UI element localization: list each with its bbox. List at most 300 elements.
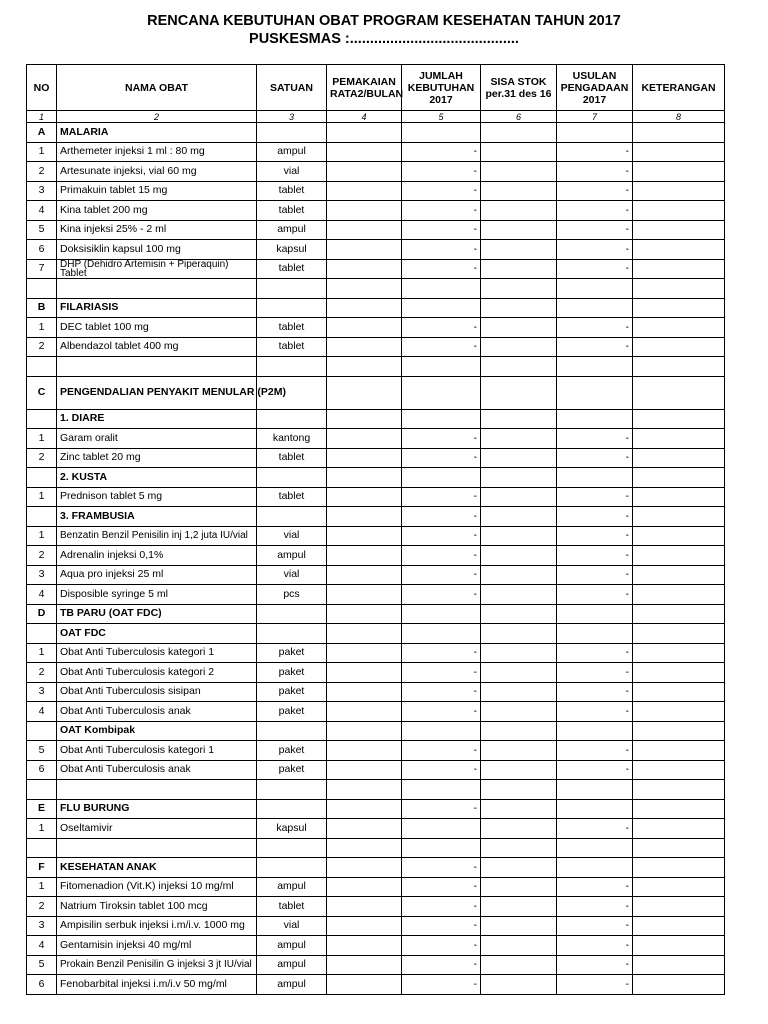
cell-sisa-stok bbox=[481, 259, 557, 279]
cell-sisa-stok bbox=[481, 162, 557, 182]
cell-jumlah-kebutuhan: - bbox=[402, 546, 481, 566]
cell-pemakaian bbox=[327, 955, 402, 975]
cell-satuan bbox=[257, 409, 327, 429]
cell-keterangan bbox=[633, 259, 725, 279]
cell-nama-obat: 2. KUSTA bbox=[57, 468, 257, 488]
cell-satuan: tablet bbox=[257, 181, 327, 201]
cell-satuan: paket bbox=[257, 682, 327, 702]
drug-requirement-table bbox=[26, 64, 725, 995]
cell-pemakaian bbox=[327, 181, 402, 201]
cell-usulan-pengadaan: - bbox=[557, 259, 633, 279]
table-row bbox=[27, 337, 725, 357]
cell-usulan-pengadaan: - bbox=[557, 760, 633, 780]
section-row bbox=[27, 123, 725, 143]
cell-jumlah-kebutuhan: - bbox=[402, 663, 481, 683]
table-row bbox=[27, 259, 725, 279]
cell-pemakaian bbox=[327, 780, 402, 800]
cell-satuan bbox=[257, 721, 327, 741]
table-row bbox=[27, 916, 725, 936]
col-number: 1 bbox=[27, 111, 57, 123]
table-row bbox=[27, 240, 725, 260]
cell-keterangan bbox=[633, 181, 725, 201]
cell-satuan: paket bbox=[257, 760, 327, 780]
subsection-row bbox=[27, 721, 725, 741]
table-row bbox=[27, 448, 725, 468]
cell-jumlah-kebutuhan: - bbox=[402, 936, 481, 956]
cell-keterangan bbox=[633, 858, 725, 878]
cell-usulan-pengadaan bbox=[557, 799, 633, 819]
cell-nama-obat: Gentamisin injeksi 40 mg/ml bbox=[57, 936, 257, 956]
cell-pemakaian bbox=[327, 877, 402, 897]
cell-sisa-stok bbox=[481, 624, 557, 644]
cell-satuan bbox=[257, 357, 327, 377]
cell-usulan-pengadaan: - bbox=[557, 526, 633, 546]
cell-sisa-stok bbox=[481, 123, 557, 143]
cell-jumlah-kebutuhan: - bbox=[402, 240, 481, 260]
cell-jumlah-kebutuhan bbox=[402, 376, 481, 409]
cell-nama-obat: TB PARU (OAT FDC) bbox=[57, 604, 257, 624]
cell-sisa-stok bbox=[481, 721, 557, 741]
cell-nama-obat: Zinc tablet 20 mg bbox=[57, 448, 257, 468]
cell-no: F bbox=[27, 858, 57, 878]
cell-sisa-stok bbox=[481, 799, 557, 819]
table-row bbox=[27, 760, 725, 780]
table-row bbox=[27, 181, 725, 201]
cell-no: 5 bbox=[27, 741, 57, 761]
cell-satuan: paket bbox=[257, 702, 327, 722]
cell-sisa-stok bbox=[481, 201, 557, 221]
cell-no: 1 bbox=[27, 318, 57, 338]
cell-no: 2 bbox=[27, 663, 57, 683]
cell-jumlah-kebutuhan: - bbox=[402, 741, 481, 761]
cell-satuan bbox=[257, 624, 327, 644]
cell-keterangan bbox=[633, 897, 725, 917]
cell-usulan-pengadaan: - bbox=[557, 897, 633, 917]
cell-satuan: vial bbox=[257, 526, 327, 546]
col-header-satuan: SATUAN bbox=[257, 65, 327, 111]
cell-pemakaian bbox=[327, 337, 402, 357]
cell-nama-obat bbox=[57, 357, 257, 377]
cell-usulan-pengadaan bbox=[557, 376, 633, 409]
cell-jumlah-kebutuhan: - bbox=[402, 162, 481, 182]
cell-jumlah-kebutuhan bbox=[402, 357, 481, 377]
cell-pemakaian bbox=[327, 376, 402, 409]
cell-nama-obat bbox=[57, 955, 257, 975]
cell-sisa-stok bbox=[481, 975, 557, 995]
cell-usulan-pengadaan bbox=[557, 780, 633, 800]
cell-jumlah-kebutuhan: - bbox=[402, 643, 481, 663]
blank-row bbox=[27, 838, 725, 858]
cell-no: E bbox=[27, 799, 57, 819]
cell-sisa-stok bbox=[481, 357, 557, 377]
cell-pemakaian bbox=[327, 604, 402, 624]
cell-usulan-pengadaan: - bbox=[557, 240, 633, 260]
cell-usulan-pengadaan: - bbox=[557, 220, 633, 240]
cell-pemakaian bbox=[327, 858, 402, 878]
cell-pemakaian bbox=[327, 624, 402, 644]
cell-usulan-pengadaan: - bbox=[557, 181, 633, 201]
table-row bbox=[27, 526, 725, 546]
cell-usulan-pengadaan: - bbox=[557, 546, 633, 566]
cell-usulan-pengadaan bbox=[557, 838, 633, 858]
cell-usulan-pengadaan: - bbox=[557, 337, 633, 357]
cell-pemakaian bbox=[327, 123, 402, 143]
cell-no: C bbox=[27, 376, 57, 409]
cell-no: 2 bbox=[27, 546, 57, 566]
cell-sisa-stok bbox=[481, 279, 557, 299]
cell-usulan-pengadaan: - bbox=[557, 819, 633, 839]
cell-satuan: ampul bbox=[257, 142, 327, 162]
cell-satuan: ampul bbox=[257, 936, 327, 956]
cell-pemakaian bbox=[327, 298, 402, 318]
cell-pemakaian bbox=[327, 448, 402, 468]
section-row bbox=[27, 799, 725, 819]
cell-keterangan bbox=[633, 780, 725, 800]
cell-sisa-stok bbox=[481, 604, 557, 624]
cell-no: 2 bbox=[27, 337, 57, 357]
section-row bbox=[27, 604, 725, 624]
cell-usulan-pengadaan: - bbox=[557, 487, 633, 507]
cell-jumlah-kebutuhan: - bbox=[402, 760, 481, 780]
cell-sisa-stok bbox=[481, 936, 557, 956]
cell-usulan-pengadaan: - bbox=[557, 741, 633, 761]
table-row bbox=[27, 142, 725, 162]
cell-jumlah-kebutuhan bbox=[402, 838, 481, 858]
cell-sisa-stok bbox=[481, 409, 557, 429]
col-header-sisa-stok: SISA STOK per.31 des 16 bbox=[481, 65, 557, 111]
cell-satuan: paket bbox=[257, 663, 327, 683]
cell-keterangan bbox=[633, 682, 725, 702]
cell-nama-obat: Natrium Tiroksin tablet 100 mcg bbox=[57, 897, 257, 917]
cell-no: 1 bbox=[27, 526, 57, 546]
table-row bbox=[27, 318, 725, 338]
cell-nama-obat bbox=[57, 526, 257, 546]
cell-sisa-stok bbox=[481, 318, 557, 338]
cell-no: 2 bbox=[27, 448, 57, 468]
cell-satuan: kapsul bbox=[257, 819, 327, 839]
cell-sisa-stok bbox=[481, 741, 557, 761]
cell-sisa-stok bbox=[481, 897, 557, 917]
cell-sisa-stok bbox=[481, 142, 557, 162]
col-number: 5 bbox=[402, 111, 481, 123]
cell-usulan-pengadaan: - bbox=[557, 448, 633, 468]
table-row bbox=[27, 201, 725, 221]
cell-pemakaian bbox=[327, 318, 402, 338]
cell-jumlah-kebutuhan bbox=[402, 624, 481, 644]
cell-satuan bbox=[257, 298, 327, 318]
cell-no bbox=[27, 409, 57, 429]
cell-usulan-pengadaan bbox=[557, 468, 633, 488]
cell-keterangan bbox=[633, 357, 725, 377]
table-row bbox=[27, 565, 725, 585]
cell-keterangan bbox=[633, 760, 725, 780]
cell-jumlah-kebutuhan: - bbox=[402, 448, 481, 468]
cell-pemakaian bbox=[327, 799, 402, 819]
col-number: 2 bbox=[57, 111, 257, 123]
cell-usulan-pengadaan bbox=[557, 123, 633, 143]
cell-keterangan bbox=[633, 318, 725, 338]
drug-name-text: Prokain Benzil Penisilin G injeksi 3 jt IU/vial bbox=[60, 959, 252, 971]
cell-sisa-stok bbox=[481, 760, 557, 780]
table-row bbox=[27, 429, 725, 449]
cell-satuan bbox=[257, 838, 327, 858]
cell-keterangan bbox=[633, 799, 725, 819]
drug-name-text: Benzatin Benzil Penisilin inj 1,2 juta IU/vial bbox=[60, 530, 248, 542]
cell-satuan: ampul bbox=[257, 220, 327, 240]
table-row bbox=[27, 936, 725, 956]
section-row bbox=[27, 298, 725, 318]
cell-pemakaian bbox=[327, 507, 402, 527]
cell-sisa-stok bbox=[481, 663, 557, 683]
cell-nama-obat: Obat Anti Tuberculosis sisipan bbox=[57, 682, 257, 702]
cell-nama-obat: Oseltamivir bbox=[57, 819, 257, 839]
col-header-pemakaian: PEMAKAIAN RATA2/BULAN bbox=[327, 65, 402, 111]
cell-usulan-pengadaan bbox=[557, 357, 633, 377]
cell-no bbox=[27, 780, 57, 800]
cell-usulan-pengadaan bbox=[557, 409, 633, 429]
cell-no: 1 bbox=[27, 429, 57, 449]
cell-no bbox=[27, 624, 57, 644]
cell-nama-obat bbox=[57, 259, 257, 279]
cell-keterangan bbox=[633, 376, 725, 409]
cell-usulan-pengadaan bbox=[557, 624, 633, 644]
cell-keterangan bbox=[633, 429, 725, 449]
cell-keterangan bbox=[633, 819, 725, 839]
cell-no: 7 bbox=[27, 259, 57, 279]
cell-satuan: ampul bbox=[257, 877, 327, 897]
cell-jumlah-kebutuhan: - bbox=[402, 220, 481, 240]
cell-pemakaian bbox=[327, 487, 402, 507]
cell-jumlah-kebutuhan: - bbox=[402, 955, 481, 975]
col-number: 8 bbox=[633, 111, 725, 123]
cell-usulan-pengadaan: - bbox=[557, 916, 633, 936]
cell-no: 2 bbox=[27, 162, 57, 182]
section-row bbox=[27, 858, 725, 878]
cell-jumlah-kebutuhan: - bbox=[402, 318, 481, 338]
cell-sisa-stok bbox=[481, 955, 557, 975]
cell-satuan: tablet bbox=[257, 259, 327, 279]
cell-usulan-pengadaan bbox=[557, 298, 633, 318]
cell-keterangan bbox=[633, 585, 725, 605]
cell-pemakaian bbox=[327, 409, 402, 429]
cell-nama-obat: Primakuin tablet 15 mg bbox=[57, 181, 257, 201]
cell-pemakaian bbox=[327, 357, 402, 377]
cell-keterangan bbox=[633, 448, 725, 468]
table-row bbox=[27, 487, 725, 507]
cell-sisa-stok bbox=[481, 448, 557, 468]
cell-no: 1 bbox=[27, 142, 57, 162]
cell-no: 4 bbox=[27, 936, 57, 956]
page-subtitle: PUSKESMAS :.......................................... bbox=[249, 31, 519, 47]
cell-sisa-stok bbox=[481, 565, 557, 585]
cell-usulan-pengadaan: - bbox=[557, 201, 633, 221]
cell-keterangan bbox=[633, 663, 725, 683]
cell-sisa-stok bbox=[481, 877, 557, 897]
table-row bbox=[27, 897, 725, 917]
cell-no: 3 bbox=[27, 565, 57, 585]
cell-satuan: ampul bbox=[257, 546, 327, 566]
cell-nama-obat: PENGENDALIAN PENYAKIT MENULAR (P2M) bbox=[57, 376, 257, 409]
cell-satuan: paket bbox=[257, 643, 327, 663]
cell-jumlah-kebutuhan bbox=[402, 721, 481, 741]
cell-keterangan bbox=[633, 721, 725, 741]
subsection-row bbox=[27, 624, 725, 644]
cell-keterangan bbox=[633, 123, 725, 143]
cell-satuan: tablet bbox=[257, 897, 327, 917]
cell-satuan bbox=[257, 858, 327, 878]
cell-usulan-pengadaan: - bbox=[557, 142, 633, 162]
cell-usulan-pengadaan: - bbox=[557, 318, 633, 338]
cell-pemakaian bbox=[327, 975, 402, 995]
cell-nama-obat: Kina tablet 200 mg bbox=[57, 201, 257, 221]
table-row bbox=[27, 162, 725, 182]
cell-keterangan bbox=[633, 487, 725, 507]
cell-pemakaian bbox=[327, 702, 402, 722]
cell-nama-obat: OAT Kombipak bbox=[57, 721, 257, 741]
cell-satuan: pcs bbox=[257, 585, 327, 605]
cell-jumlah-kebutuhan bbox=[402, 409, 481, 429]
cell-pemakaian bbox=[327, 279, 402, 299]
cell-sisa-stok bbox=[481, 240, 557, 260]
cell-nama-obat: Fenobarbital injeksi i.m/i.v 50 mg/ml bbox=[57, 975, 257, 995]
col-number: 7 bbox=[557, 111, 633, 123]
cell-usulan-pengadaan: - bbox=[557, 565, 633, 585]
cell-jumlah-kebutuhan: - bbox=[402, 526, 481, 546]
cell-no: 4 bbox=[27, 201, 57, 221]
cell-usulan-pengadaan: - bbox=[557, 429, 633, 449]
cell-keterangan bbox=[633, 741, 725, 761]
cell-jumlah-kebutuhan bbox=[402, 123, 481, 143]
cell-jumlah-kebutuhan: - bbox=[402, 181, 481, 201]
cell-satuan: kapsul bbox=[257, 240, 327, 260]
cell-keterangan bbox=[633, 162, 725, 182]
drug-name-text: DHP (Dehidro Artemisin + Piperaquin) Tablet bbox=[60, 258, 229, 279]
table-row bbox=[27, 819, 725, 839]
header-row bbox=[27, 65, 725, 111]
cell-pemakaian bbox=[327, 643, 402, 663]
cell-sisa-stok bbox=[481, 181, 557, 201]
cell-keterangan bbox=[633, 702, 725, 722]
cell-usulan-pengadaan: - bbox=[557, 702, 633, 722]
cell-jumlah-kebutuhan: - bbox=[402, 487, 481, 507]
cell-pemakaian bbox=[327, 546, 402, 566]
cell-jumlah-kebutuhan bbox=[402, 279, 481, 299]
cell-sisa-stok bbox=[481, 858, 557, 878]
cell-satuan: kantong bbox=[257, 429, 327, 449]
cell-sisa-stok bbox=[481, 526, 557, 546]
cell-sisa-stok bbox=[481, 682, 557, 702]
cell-sisa-stok bbox=[481, 298, 557, 318]
cell-no: 5 bbox=[27, 220, 57, 240]
subsection-row bbox=[27, 409, 725, 429]
cell-nama-obat: Obat Anti Tuberculosis kategori 2 bbox=[57, 663, 257, 683]
cell-nama-obat bbox=[57, 838, 257, 858]
col-header-keterangan: KETERANGAN bbox=[633, 65, 725, 111]
cell-keterangan bbox=[633, 337, 725, 357]
cell-sisa-stok bbox=[481, 819, 557, 839]
cell-pemakaian bbox=[327, 916, 402, 936]
cell-usulan-pengadaan: - bbox=[557, 663, 633, 683]
cell-keterangan bbox=[633, 279, 725, 299]
cell-nama-obat: Garam oralit bbox=[57, 429, 257, 449]
cell-keterangan bbox=[633, 298, 725, 318]
cell-sisa-stok bbox=[481, 376, 557, 409]
cell-nama-obat: Aqua pro injeksi 25 ml bbox=[57, 565, 257, 585]
cell-sisa-stok bbox=[481, 702, 557, 722]
cell-keterangan bbox=[633, 916, 725, 936]
cell-satuan bbox=[257, 507, 327, 527]
cell-no: B bbox=[27, 298, 57, 318]
cell-keterangan bbox=[633, 409, 725, 429]
cell-nama-obat: MALARIA bbox=[57, 123, 257, 143]
cell-satuan: tablet bbox=[257, 448, 327, 468]
cell-keterangan bbox=[633, 468, 725, 488]
cell-keterangan bbox=[633, 955, 725, 975]
cell-nama-obat: Prednison tablet 5 mg bbox=[57, 487, 257, 507]
blank-row bbox=[27, 357, 725, 377]
cell-no: A bbox=[27, 123, 57, 143]
cell-sisa-stok bbox=[481, 468, 557, 488]
cell-no: 1 bbox=[27, 877, 57, 897]
cell-pemakaian bbox=[327, 819, 402, 839]
cell-satuan: tablet bbox=[257, 487, 327, 507]
cell-jumlah-kebutuhan bbox=[402, 819, 481, 839]
cell-satuan: vial bbox=[257, 565, 327, 585]
cell-usulan-pengadaan: - bbox=[557, 507, 633, 527]
cell-satuan bbox=[257, 799, 327, 819]
cell-sisa-stok bbox=[481, 429, 557, 449]
cell-no: 1 bbox=[27, 487, 57, 507]
cell-nama-obat: FILARIASIS bbox=[57, 298, 257, 318]
cell-pemakaian bbox=[327, 429, 402, 449]
subsection-row bbox=[27, 507, 725, 527]
cell-no: 2 bbox=[27, 897, 57, 917]
table-row bbox=[27, 975, 725, 995]
cell-jumlah-kebutuhan: - bbox=[402, 877, 481, 897]
cell-nama-obat: KESEHATAN ANAK bbox=[57, 858, 257, 878]
cell-keterangan bbox=[633, 240, 725, 260]
cell-nama-obat: 1. DIARE bbox=[57, 409, 257, 429]
cell-no bbox=[27, 838, 57, 858]
cell-jumlah-kebutuhan bbox=[402, 780, 481, 800]
cell-sisa-stok bbox=[481, 507, 557, 527]
blank-row bbox=[27, 279, 725, 299]
cell-pemakaian bbox=[327, 585, 402, 605]
table-row bbox=[27, 643, 725, 663]
cell-no bbox=[27, 279, 57, 299]
cell-nama-obat: Doksisiklin kapsul 100 mg bbox=[57, 240, 257, 260]
table-row bbox=[27, 877, 725, 897]
cell-jumlah-kebutuhan: - bbox=[402, 975, 481, 995]
cell-pemakaian bbox=[327, 760, 402, 780]
cell-pemakaian bbox=[327, 259, 402, 279]
cell-no bbox=[27, 468, 57, 488]
cell-usulan-pengadaan: - bbox=[557, 975, 633, 995]
cell-keterangan bbox=[633, 838, 725, 858]
cell-pemakaian bbox=[327, 721, 402, 741]
cell-sisa-stok bbox=[481, 546, 557, 566]
cell-sisa-stok bbox=[481, 220, 557, 240]
cell-usulan-pengadaan bbox=[557, 721, 633, 741]
table-row bbox=[27, 955, 725, 975]
cell-keterangan bbox=[633, 936, 725, 956]
cell-usulan-pengadaan bbox=[557, 604, 633, 624]
cell-no: D bbox=[27, 604, 57, 624]
cell-no bbox=[27, 721, 57, 741]
cell-pemakaian bbox=[327, 201, 402, 221]
cell-sisa-stok bbox=[481, 643, 557, 663]
column-number-row bbox=[27, 111, 725, 123]
